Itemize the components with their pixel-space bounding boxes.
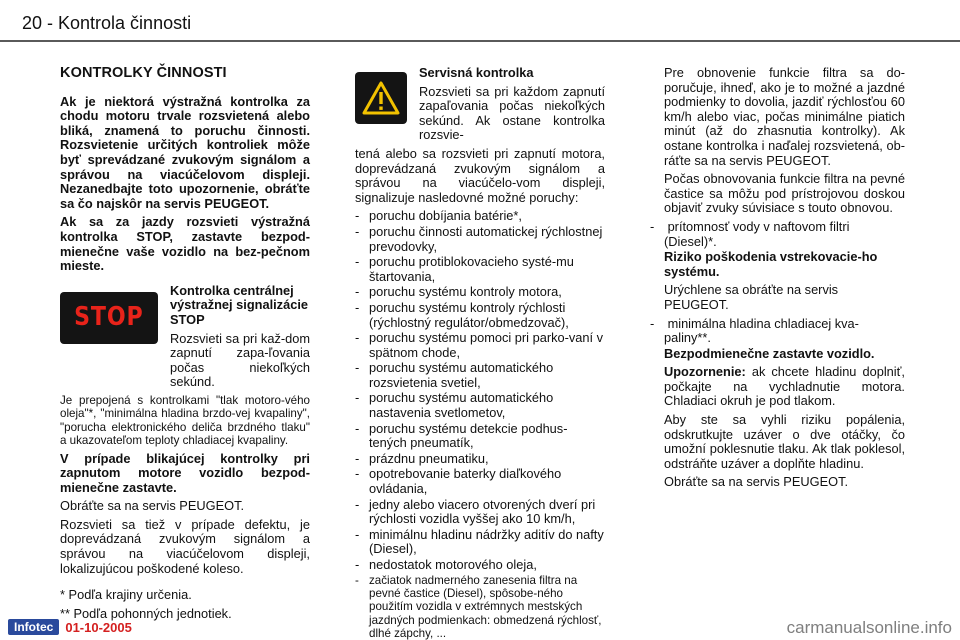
list-item: - poruchu systému automatického nastavenia svetlometov,	[355, 391, 605, 420]
warning-paragraph	[664, 365, 905, 409]
list-item: - poruchu systému detekcie podhus-tených pneumatík,	[355, 422, 605, 451]
service-heading: Servisná kontrolka	[419, 65, 534, 80]
list-item: - minimálnu hladinu nádržky aditív do nafty (Diesel),	[355, 528, 605, 557]
list-item: - opotrebovanie baterky diaľkového ovládania,	[355, 467, 605, 496]
service-block	[355, 66, 605, 147]
warning-label: Upozornenie:	[664, 364, 746, 380]
watermark: carmanualsonline.info	[786, 618, 952, 637]
list-item	[650, 220, 905, 249]
list-item: - poruchu systému pomoci pri parko-vaní v spätnom chode,	[355, 331, 605, 360]
footer-date: 01-10-2005	[65, 619, 132, 635]
list-item	[650, 317, 905, 346]
list-item: - jedny alebo viacero otvorených dverí pri rýchlosti vozidla vyššej ako 10 km/h,	[355, 498, 605, 527]
stop-linked-text: Je prepojená s kontrolkami "tlak motoro-vého oleja"*, "minimálna hladina brzdo-vej kvapaliny", "porucha elektronického deliča brzdného tlaku" a ukazovateľom teploty chladiacej kvapaliny.	[60, 393, 310, 448]
footnote-1: * Podľa krajiny určenia.	[60, 587, 192, 603]
stop-block	[60, 284, 310, 394]
list-item: - poruchu systému kontroly motora,	[355, 285, 605, 300]
stop-icon-label: STOP	[74, 302, 144, 333]
infotec-logo: Infotec	[8, 619, 59, 635]
service-intro-a: Rozsvieti sa pri každom zapnutí zapaľovania počas niekoľkých sekúnd. Ak ostane kontrolka rozsvie-	[419, 83, 605, 143]
final-contact-text: Obráťte sa na servis PEUGEOT.	[664, 474, 849, 490]
stop-warning-icon	[60, 292, 158, 344]
water-contact-text: Urýchlene sa obráťte na servis PEUGEOT.	[664, 282, 839, 312]
list-item: - poruchu dobíjania batérie*,	[355, 209, 605, 224]
list-item: - prázdnu pneumatiku,	[355, 452, 605, 467]
column-right	[650, 66, 905, 494]
list-item: - poruchu činnosti automatickej rýchlostnej prevodovky,	[355, 225, 605, 254]
stop-defect-text: Rozsvieti sa tiež v prípade defektu, je doprevádzaná zvukovým signálom a správou na viacúčelovom displeji, lokalizujúcou poškodené koleso.	[60, 516, 310, 576]
page-title: 20 - Kontrola činnosti	[22, 13, 192, 33]
column-middle	[355, 66, 605, 640]
service-intro-b: tená alebo sa rozsvieti pri zapnutí motora, doprevádzaná zvukovým signálom a správou na viacúčelo-vom displeji, signalizuje nasledovné možné poruchy:	[355, 145, 605, 205]
fault-list	[355, 209, 605, 640]
list-item: - začiatok nadmerného zanesenia filtra na pevné častice (Diesel), spôsobe-ného použitím vozidla v extrémnych mestských jazdných podmienkach: obmedzená rýchlosť, dlhé zápchy, ...	[355, 574, 605, 640]
footer	[8, 617, 132, 637]
section-title: KONTROLKY ČINNOSTI	[60, 65, 227, 81]
stop-contact-text: Obráťte sa na servis PEUGEOT.	[60, 498, 245, 514]
filter-reset-text: Pre obnovenie funkcie filtra sa do-poručuje, ihneď, ako je to možné a jazdné podmienky to dovolia, jazdiť rýchlosťou 60 km/h alebo viac, počas minimálne piatich minút (až do zhasnutia kontrolky). Ak ostane kontrolka i naďalej rozsvietená, ob-ráťte sa na servis PEUGEOT.	[664, 65, 905, 168]
list-item: - poruchu protiblokovacieho systé-mu štartovania,	[355, 255, 605, 284]
fault-list-continued	[650, 220, 905, 249]
stop-heading: Kontrolka centrálnej výstražnej signalizácie STOP	[170, 282, 308, 327]
coolant-item: minimálna hladina chladiacej kva-paliny**.	[664, 315, 859, 346]
intro-warning-text: Ak je niektorá výstražná kontrolka za chodu motoru trvale rozsvietená alebo bliká, znamená to poruchu činnosti. Rozsvietenie určitých kontroliek môže byť sprevádzané zvukovým signálom a správou na viacúčelovom displeji. Nezanedbajte toto upozornenie, obráťte sa čo najskôr na servis PEUGEOT.	[60, 93, 310, 211]
coolant-stop-text: Bezpodmienečne zastavte vozidlo.	[664, 345, 875, 361]
filter-reset-note: Počas obnovovania funkcie filtra na pevné častice sa môžu pod prístrojovou doskou objaviť zvuky súvisiace s touto obnovou.	[664, 171, 905, 216]
stop-blink-text: V prípade blikajúcej kontrolky pri zapnutom motore vozidlo bezpod-mienečne zastavte.	[60, 450, 310, 495]
warning-triangle-icon	[355, 72, 407, 124]
list-item: - poruchu systému kontroly rýchlosti (rýchlostný regulátor/obmedzovač),	[355, 301, 605, 330]
footnote-2: ** Podľa pohonných jednotiek.	[60, 605, 232, 621]
page-header	[0, 0, 960, 42]
warning-text: ak chcete hladinu doplniť, počkajte na vychladnutie motora. Chladiaci okruh je pod tlakom.	[664, 364, 905, 409]
list-item: - nedostatok motorového oleja,	[355, 558, 605, 573]
water-risk-text: Riziko poškodenia vstrekovacie-ho systému.	[664, 249, 878, 279]
stop-drive-text: Ak sa za jazdy rozsvieti výstražná kontrolka STOP, zastavte bezpod-mienečne vaše vozidlo na bez-pečnom mieste.	[60, 214, 310, 274]
list-item: - poruchu systému automatického rozsvietenia svetiel,	[355, 361, 605, 390]
column-left	[60, 66, 310, 625]
burn-risk-text: Aby ste sa vyhli riziku popálenia, odskrutkujte uzáver o dve otáčky, čo umožní poklesnutie tlaku. Ak tlak poklesol, odstráňte uzáver a doplňte hladinu.	[664, 412, 905, 471]
water-item: prítomnosť vody v naftovom filtri (Diesel)*.	[664, 218, 850, 249]
stop-text: Rozsvieti sa pri kaž-dom zapnutí zapa-ľovania počas niekoľkých sekúnd.	[170, 330, 310, 390]
